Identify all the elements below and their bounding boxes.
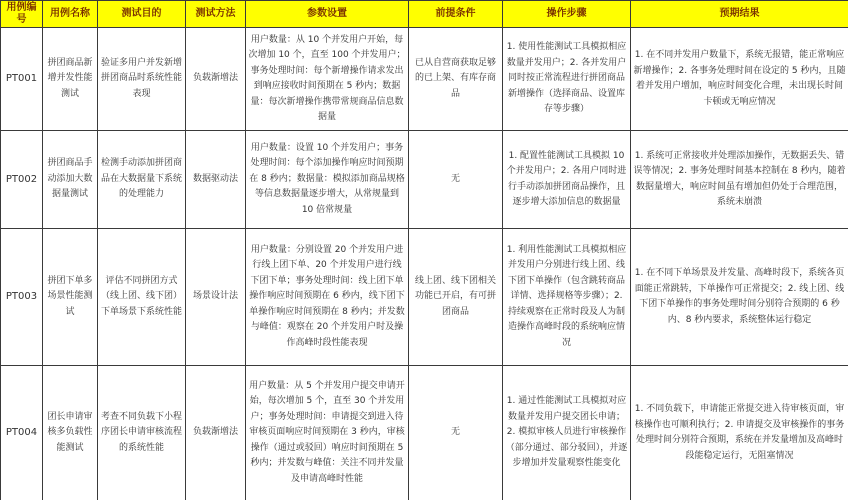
- case-name: 拼团下单多场景性能测试: [43, 229, 98, 366]
- parameters: 用户数量：从 10 个并发用户开始，每次增加 10 个，直至 100 个并发用户；事务处理时间：每个新增操作请求发出到响应接收时间预期在 5 秒内；数据量：每次新增操作携带常规商品信息数据量: [246, 28, 409, 131]
- test-method: 场景设计法: [186, 229, 246, 366]
- case-id: PT001: [1, 28, 43, 131]
- test-method: 负载渐增法: [186, 366, 246, 500]
- precondition: 无: [409, 366, 503, 500]
- precondition: 已从自营商获取足够的已上架、有库存商品: [409, 28, 503, 131]
- steps: 1. 利用性能测试工具模拟相应并发用户分别进行线上团、线下团下单操作（包含跳转商品详情、选择规格等步骤）；2. 持续观察在正常时段及人为制造操作高峰时段的系统响应情况: [503, 229, 631, 366]
- header-parameters: 参数设置: [246, 1, 409, 28]
- test-method: 数据驱动法: [186, 131, 246, 229]
- steps: 1. 配置性能测试工具模拟 10 个并发用户；2. 各用户同时进行手动添加拼团商品操作，且逐步增大添加信息的数据量: [503, 131, 631, 229]
- parameters: 用户数量：分别设置 20 个并发用户进行线上团下单、20 个并发用户进行线下团下单；事务处理时间：线上团下单操作响应时间预期在 6 秒内，线下团下单操作响应时间预期在 8 秒内；并发数与峰值：观察在 20 个并发用户时及操作高峰时段性能表现: [246, 229, 409, 366]
- expected-result: 1. 不同负载下，申请能正常提交进入待审核页面，审核操作也可顺利执行；2. 申请提交及审核操作的事务处理时间分别符合预期，系统在并发量增加及高峰时段能稳定运行，无阻塞情况: [631, 366, 848, 500]
- case-name: 拼团商品新增并发性能测试: [43, 28, 98, 131]
- expected-result: 1. 系统可正常接收并处理添加操作，无数据丢失、错误等情况；2. 事务处理时间基本控制在 8 秒内，随着数据量增大，响应时间虽有增加但仍处于合理范围，系统未崩溃: [631, 131, 848, 229]
- case-name: 团长申请审核多负载性能测试: [43, 366, 98, 500]
- table-row: [1, 229, 848, 366]
- precondition: 无: [409, 131, 503, 229]
- header-case-name: 用例名称: [43, 1, 98, 28]
- header-case-id: 用例编号: [1, 1, 43, 28]
- case-id: PT003: [1, 229, 43, 366]
- header-test-method: 测试方法: [186, 1, 246, 28]
- parameters: 用户数量：从 5 个并发用户提交申请开始，每次增加 5 个，直至 30 个并发用户；事务处理时间：申请提交到进入待审核页面响应时间预期在 3 秒内，审核操作（通过或驳回）响应时间预期在 5 秒内；并发数与峰值：关注不同并发量及申请高峰时性能: [246, 366, 409, 500]
- test-method: 负载渐增法: [186, 28, 246, 131]
- parameters: 用户数量：设置 10 个并发用户；事务处理时间：每个添加操作响应时间预期在 8 秒内；数据量：模拟添加商品规格等信息数据量逐步增大，从常规量到 10 倍常规量: [246, 131, 409, 229]
- header-steps: 操作步骤: [503, 1, 631, 28]
- case-id: PT002: [1, 131, 43, 229]
- steps: 1. 使用性能测试工具模拟相应数量并发用户；2. 各并发用户同时按正常流程进行拼团商品新增操作（选择商品、设置库存等步骤）: [503, 28, 631, 131]
- precondition: 线上团、线下团相关功能已开启，有可拼团商品: [409, 229, 503, 366]
- test-purpose: 验证多用户并发新增拼团商品时系统性能表现: [98, 28, 186, 131]
- table-row: [1, 366, 848, 500]
- expected-result: 1. 在不同并发用户数量下，系统无报错，能正常响应新增操作；2. 各事务处理时间在设定的 5 秒内，且随着并发用户增加，响应时间变化合理，未出现长时间卡顿或无响应情况: [631, 28, 848, 131]
- test-purpose: 考查不同负载下小程序团长申请审核流程的系统性能: [98, 366, 186, 500]
- case-name: 拼团商品手动添加大数据量测试: [43, 131, 98, 229]
- case-id: PT004: [1, 366, 43, 500]
- table-row: [1, 28, 848, 131]
- steps: 1. 通过性能测试工具模拟对应数量并发用户提交团长申请；2. 模拟审核人员进行审核操作（部分通过、部分驳回），并逐步增加并发量观察性能变化: [503, 366, 631, 500]
- table-row: [1, 131, 848, 229]
- header-row: [1, 1, 848, 28]
- test-purpose: 检测手动添加拼团商品在大数据量下系统的处理能力: [98, 131, 186, 229]
- expected-result: 1. 在不同下单场景及并发量、高峰时段下，系统各页面能正常跳转，下单操作可正常提交；2. 线上团、线下团下单操作的事务处理时间分别符合预期的 6 秒内、8 秒内要求，系统整体运行稳定: [631, 229, 848, 366]
- header-test-purpose: 测试目的: [98, 1, 186, 28]
- test-purpose: 评估不同拼团方式（线上团、线下团）下单场景下系统性能: [98, 229, 186, 366]
- header-precondition: 前提条件: [409, 1, 503, 28]
- header-expected-result: 预期结果: [631, 1, 848, 28]
